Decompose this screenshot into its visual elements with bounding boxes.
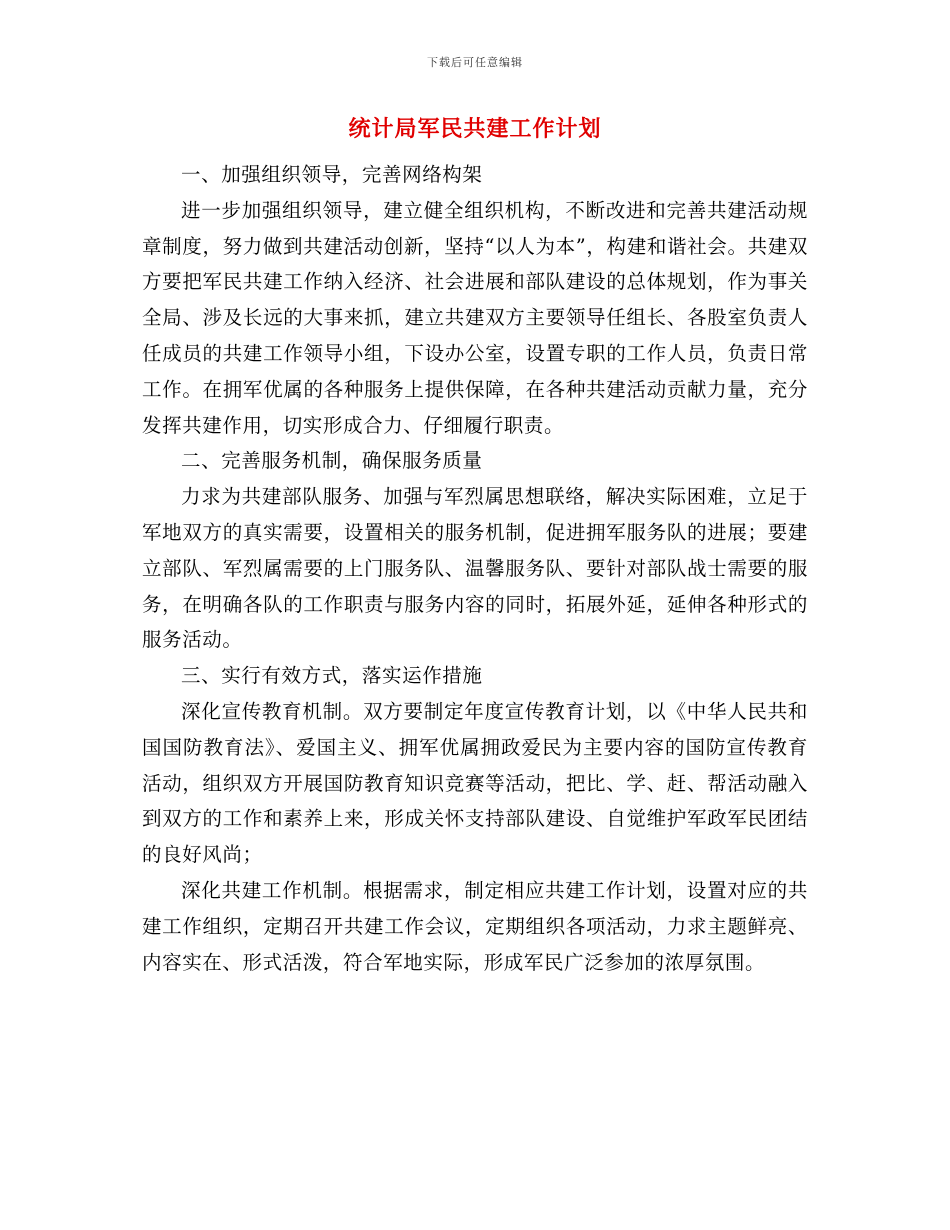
page-header-note: 下载后可任意编辑 — [427, 56, 523, 69]
section-heading-2: 二、完善服务机制，确保服务质量 — [181, 449, 483, 473]
body-paragraph: 进一步加强组织领导，建立健全组织机构，不断改进和完善共建活动规章制度，努力做到共建活动创新，坚持“以人为本”，构建和谐社会。共建双方要把军民共建工作纳入经济、社会进展和部队建设的总体规划，作为事关全局、涉及长远的大事来抓，建立共建双方主要领导任组长、各股室负责人任成员的共建工作领导小组，下设办公室，设置专职的工作人员，负责日常工作。在拥军优属的各种服务上提供保障，在各种共建活动贡献力量，充分发挥共建作用，切实形成合力、仔细履行职责。 — [142, 198, 808, 437]
body-paragraph: 深化共建工作机制。根据需求，制定相应共建工作计划，设置对应的共建工作组织，定期召开共建工作会议，定期组织各项活动，力求主题鲜亮、内容实在、形式活泼，符合军地实际，形成军民广泛参加的浓厚氛围。 — [142, 878, 808, 974]
body-paragraph: 深化宣传教育机制。双方要制定年度宣传教育计划，以《中华人民共和国国防教育法》、爱国主义、拥军优属拥政爱民为主要内容的国防宣传教育活动，组织双方开展国防教育知识竞赛等活动，把比、学、赶、帮活动融入到双方的工作和素养上来，形成关怀支持部队建设、自觉维护军政军民团结的良好风尚； — [142, 699, 808, 867]
document-title: 统计局军民共建工作计划 — [348, 116, 602, 142]
body-paragraph: 力求为共建部队服务、加强与军烈属思想联络，解决实际困难，立足于军地双方的真实需要，设置相关的服务机制，促进拥军服务队的进展；要建立部队、军烈属需要的上门服务队、温馨服务队、要针对部队战士需要的服务，在明确各队的工作职责与服务内容的同时，拓展外延，延伸各种形式的服务活动。 — [142, 485, 808, 652]
section-heading-1: 一、加强组织领导，完善网络构架 — [181, 163, 483, 186]
section-heading-3: 三、实行有效方式，落实运作措施 — [181, 664, 483, 688]
document-body — [142, 157, 808, 980]
